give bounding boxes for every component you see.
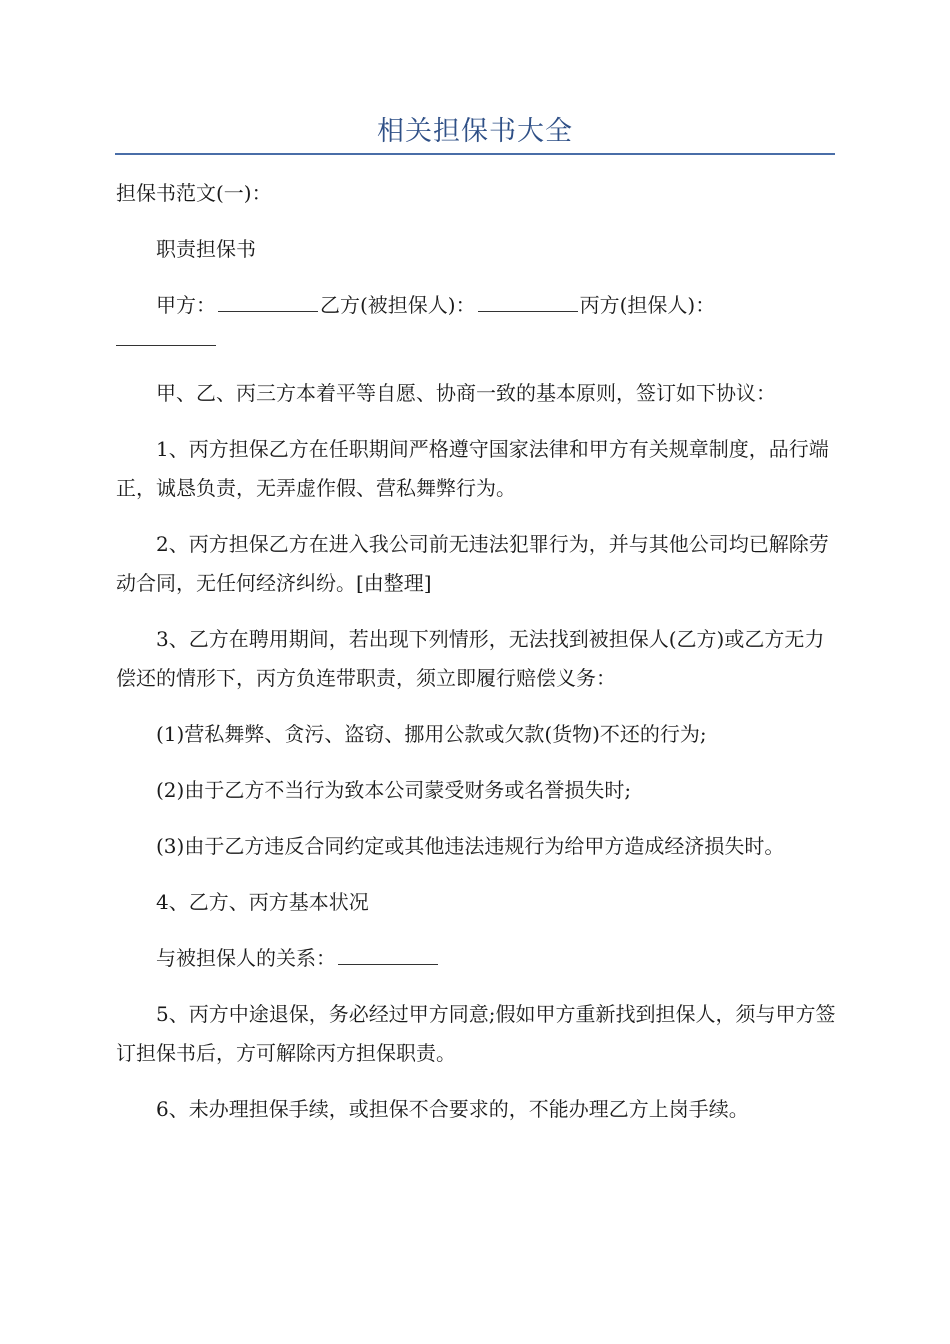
parties-line bbox=[116, 286, 836, 325]
document-title: 相关担保书大全 bbox=[377, 116, 573, 147]
document-body bbox=[116, 174, 836, 1129]
paragraph-clause-4: 4、乙方、丙方基本状况 bbox=[156, 890, 369, 914]
paragraph-intro: 甲、乙、丙三方本着平等自愿、协商一致的基本原则，签订如下协议： bbox=[156, 381, 776, 405]
paragraph-item-1: (1)营私舞弊、贪污、盗窃、挪用公款或欠款(货物)不还的行为; bbox=[156, 722, 707, 746]
paragraph-clause-3: 3、乙方在聘用期间，若出现下列情形，无法找到被担保人(乙方)或乙方无力偿还的情形下，丙方负连带职责，须立即履行赔偿义务： bbox=[116, 627, 825, 690]
relation-line bbox=[116, 939, 836, 978]
paragraph-clause-6: 6、未办理担保手续，或担保不合要求的，不能办理乙方上岗手续。 bbox=[156, 1097, 749, 1121]
document-subtitle: 职责担保书 bbox=[156, 237, 256, 261]
party-a-label: 甲方： bbox=[156, 293, 216, 317]
paragraph-clause-1: 1、丙方担保乙方在任职期间严格遵守国家法律和甲方有关规章制度，品行端正，诚恳负责，无弄虚作假、营私舞弊行为。 bbox=[116, 437, 829, 500]
paragraph-item-3: (3)由于乙方违反合同约定或其他违法违规行为给甲方造成经济损失时。 bbox=[156, 834, 785, 858]
paragraph-clause-5: 5、丙方中途退保，务必经过甲方同意;假如甲方重新找到担保人，须与甲方签订担保书后，方可解除丙方担保职责。 bbox=[116, 1002, 836, 1065]
party-b-label: 乙方(被担保人)： bbox=[320, 293, 476, 317]
title-underline bbox=[115, 153, 835, 155]
party-c-blank bbox=[116, 325, 216, 346]
relation-blank bbox=[338, 944, 438, 965]
party-b-blank bbox=[478, 291, 578, 312]
paragraph-clause-2: 2、丙方担保乙方在进入我公司前无违法犯罪行为，并与其他公司均已解除劳动合同，无任何经济纠纷。[由整理] bbox=[116, 532, 829, 595]
paragraph-item-2: (2)由于乙方不当行为致本公司蒙受财务或名誉损失时; bbox=[156, 778, 632, 802]
relation-label: 与被担保人的关系： bbox=[156, 946, 336, 970]
party-a-blank bbox=[218, 291, 318, 312]
party-c-label: 丙方(担保人)： bbox=[579, 293, 716, 317]
section-heading: 担保书范文(一)： bbox=[116, 181, 272, 205]
